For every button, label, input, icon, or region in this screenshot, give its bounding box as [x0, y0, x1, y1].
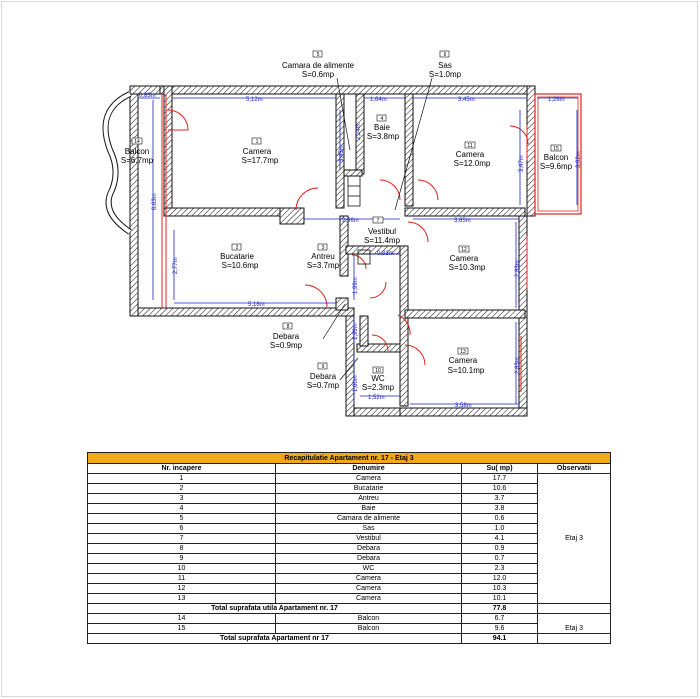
- cell-nr: 9: [88, 554, 276, 564]
- room-number: 10: [375, 368, 381, 374]
- cell-empty: [538, 634, 611, 644]
- room-name: Sas: [438, 61, 452, 70]
- room-area: S=12.0mp: [453, 159, 491, 168]
- room-name: WC: [371, 374, 385, 383]
- dim-label: 3,45m: [458, 97, 475, 103]
- table-row: [88, 594, 611, 604]
- cell-denumire: Balcon: [276, 624, 462, 634]
- room-number: 12: [461, 247, 467, 253]
- dim-label: 3,47m: [519, 155, 525, 172]
- cell-observatii: Etaj 3: [538, 614, 611, 634]
- cell-suprafata: 10.3: [462, 584, 538, 594]
- table-title: Recapitulatie Apartament nr. 17 - Etaj 3: [88, 453, 611, 464]
- dim-label: 0,83m: [139, 93, 156, 99]
- total-util-value: 77.8: [462, 604, 538, 614]
- dim-label: 2,77m: [173, 257, 179, 274]
- room-number: 13: [460, 349, 466, 355]
- table-row: [88, 494, 611, 504]
- cell-nr: 3: [88, 494, 276, 504]
- dim-label: 2,83m: [515, 260, 521, 277]
- room-name: Camera: [242, 147, 272, 156]
- dim-label: 1,99m: [353, 323, 359, 340]
- cell-suprafata: 12.0: [462, 574, 538, 584]
- cell-denumire: Camera: [276, 594, 462, 604]
- room-area: S=3.7mp: [306, 261, 340, 270]
- table-row: [88, 514, 611, 524]
- table-row: [88, 614, 611, 624]
- cell-nr: 7: [88, 534, 276, 544]
- table-row: [88, 584, 611, 594]
- room-number: 15: [553, 146, 559, 152]
- table-row: [88, 564, 611, 574]
- cell-denumire: Debara: [276, 544, 462, 554]
- recap-table: [87, 452, 611, 644]
- cell-suprafata: 0.9: [462, 544, 538, 554]
- room-name: Antreu: [311, 252, 335, 261]
- cell-suprafata: 17.7: [462, 474, 538, 484]
- table-row: [88, 534, 611, 544]
- cell-nr: 8: [88, 544, 276, 554]
- room-number: 3: [321, 245, 325, 251]
- room-number: 9: [321, 364, 325, 370]
- room-number: 1: [255, 139, 259, 145]
- cell-denumire: Camara de alimente: [276, 514, 462, 524]
- dim-label: 2,96m: [342, 218, 359, 224]
- cell-suprafata: 0.7: [462, 554, 538, 564]
- room-number: 8: [286, 324, 290, 330]
- room-name: Debara: [309, 372, 337, 381]
- table-row: [88, 484, 611, 494]
- total-util-label: Total suprafata utila Apartament nr. 17: [88, 604, 462, 614]
- cell-denumire: Bucatarie: [276, 484, 462, 494]
- cell-denumire: Camera: [276, 474, 462, 484]
- room-name: Camera: [455, 150, 485, 159]
- room-name: Baie: [373, 123, 391, 132]
- dim-label: 3,65m: [454, 218, 471, 224]
- room-area: S=6.7mp: [120, 156, 154, 165]
- room-name: Camera: [449, 254, 479, 263]
- cell-nr: 5: [88, 514, 276, 524]
- total-value: 94.1: [462, 634, 538, 644]
- col-header-observatii: Observatii: [538, 464, 611, 474]
- room-area: S=1.0mp: [428, 70, 462, 79]
- room-name: Balcon: [124, 147, 150, 156]
- cell-nr: 6: [88, 524, 276, 534]
- cell-denumire: Camera: [276, 584, 462, 594]
- dim-label: 1,60m: [353, 375, 359, 392]
- dim-label: 5,18m: [248, 302, 265, 308]
- total-util-row: [88, 604, 611, 614]
- room-area: S=11.4mp: [363, 236, 401, 245]
- cell-suprafata: 10.1: [462, 594, 538, 604]
- cell-nr: 1: [88, 474, 276, 484]
- cell-denumire: Debara: [276, 554, 462, 564]
- cell-suprafata: 3.8: [462, 504, 538, 514]
- table-row: [88, 474, 611, 484]
- table-row: [88, 504, 611, 514]
- cell-nr: 15: [88, 624, 276, 634]
- cell-suprafata: 9.6: [462, 624, 538, 634]
- room-number: 14: [134, 139, 140, 145]
- cell-denumire: Camera: [276, 574, 462, 584]
- room-area: S=0.6mp: [301, 70, 335, 79]
- dim-label: 3,58m: [455, 403, 472, 409]
- table-row: [88, 574, 611, 584]
- room-name: Vestibul: [367, 227, 397, 236]
- cell-observatii: Etaj 3: [538, 474, 611, 604]
- col-header-denumire: Denumire: [276, 464, 462, 474]
- room-number: 2: [235, 245, 239, 251]
- cell-denumire: Baie: [276, 504, 462, 514]
- cell-denumire: Sas: [276, 524, 462, 534]
- room-number: 11: [467, 143, 473, 149]
- room-area: S=17.7mp: [241, 156, 279, 165]
- room-area: S=10.1mp: [447, 366, 485, 375]
- room-name: Bucatarie: [220, 252, 254, 261]
- dim-label: 1,26m: [548, 97, 565, 103]
- cell-denumire: Balcon: [276, 614, 462, 624]
- room-area: S=3.8mp: [366, 132, 400, 141]
- room-area: S=0.7mp: [306, 381, 340, 390]
- cell-suprafata: 10.6: [462, 484, 538, 494]
- room-name: Camera: [448, 356, 478, 365]
- room-area: S=2.3mp: [361, 383, 395, 392]
- cell-nr: 14: [88, 614, 276, 624]
- table-row: [88, 624, 611, 634]
- cell-suprafata: 1.0: [462, 524, 538, 534]
- room-number: 4: [380, 116, 384, 122]
- room-number: 7: [376, 218, 380, 224]
- table-row: [88, 524, 611, 534]
- room-name: Debara: [272, 332, 300, 341]
- cell-nr: 4: [88, 504, 276, 514]
- cell-nr: 11: [88, 574, 276, 584]
- dim-label: 3,92m: [576, 151, 582, 168]
- cell-suprafata: 0.6: [462, 514, 538, 524]
- col-header-suprafata: Su( mp): [462, 464, 538, 474]
- dim-label: 1,99m: [353, 277, 359, 294]
- dim-label: 2,83m: [515, 357, 521, 374]
- dim-label: 0,83m: [377, 251, 394, 257]
- room-number: 6: [443, 52, 447, 58]
- dim-label: 5,12m: [246, 97, 263, 103]
- room-area: S=0.9mp: [269, 341, 303, 350]
- cell-nr: 2: [88, 484, 276, 494]
- cell-nr: 12: [88, 584, 276, 594]
- col-header-nr: Nr. incapere: [88, 464, 276, 474]
- cell-nr: 10: [88, 564, 276, 574]
- room-name: Balcon: [543, 153, 569, 162]
- cell-denumire: Antreu: [276, 494, 462, 504]
- cell-denumire: WC: [276, 564, 462, 574]
- room-area: S=10.6mp: [221, 261, 259, 270]
- room-number: 5: [316, 52, 320, 58]
- total-row: [88, 634, 611, 644]
- total-label: Total suprafata Apartament nr 17: [88, 634, 462, 644]
- dim-label: 3,45m: [339, 145, 345, 162]
- cell-denumire: Vestibul: [276, 534, 462, 544]
- cell-suprafata: 4.1: [462, 534, 538, 544]
- dim-label: 6,63m: [152, 193, 158, 210]
- cell-suprafata: 2.3: [462, 564, 538, 574]
- dim-label: 1,52m: [368, 395, 385, 401]
- cell-nr: 13: [88, 594, 276, 604]
- dim-label: 2,24m: [356, 123, 362, 140]
- cell-suprafata: 6.7: [462, 614, 538, 624]
- room-area: S=9.6mp: [539, 162, 573, 171]
- cell-empty: [538, 604, 611, 614]
- room-name: Camara de alimente: [281, 61, 355, 70]
- room-area: S=10.3mp: [448, 263, 486, 272]
- cell-suprafata: 3.7: [462, 494, 538, 504]
- table-row: [88, 544, 611, 554]
- dim-label: 1,64m: [370, 97, 387, 103]
- table-row: [88, 554, 611, 564]
